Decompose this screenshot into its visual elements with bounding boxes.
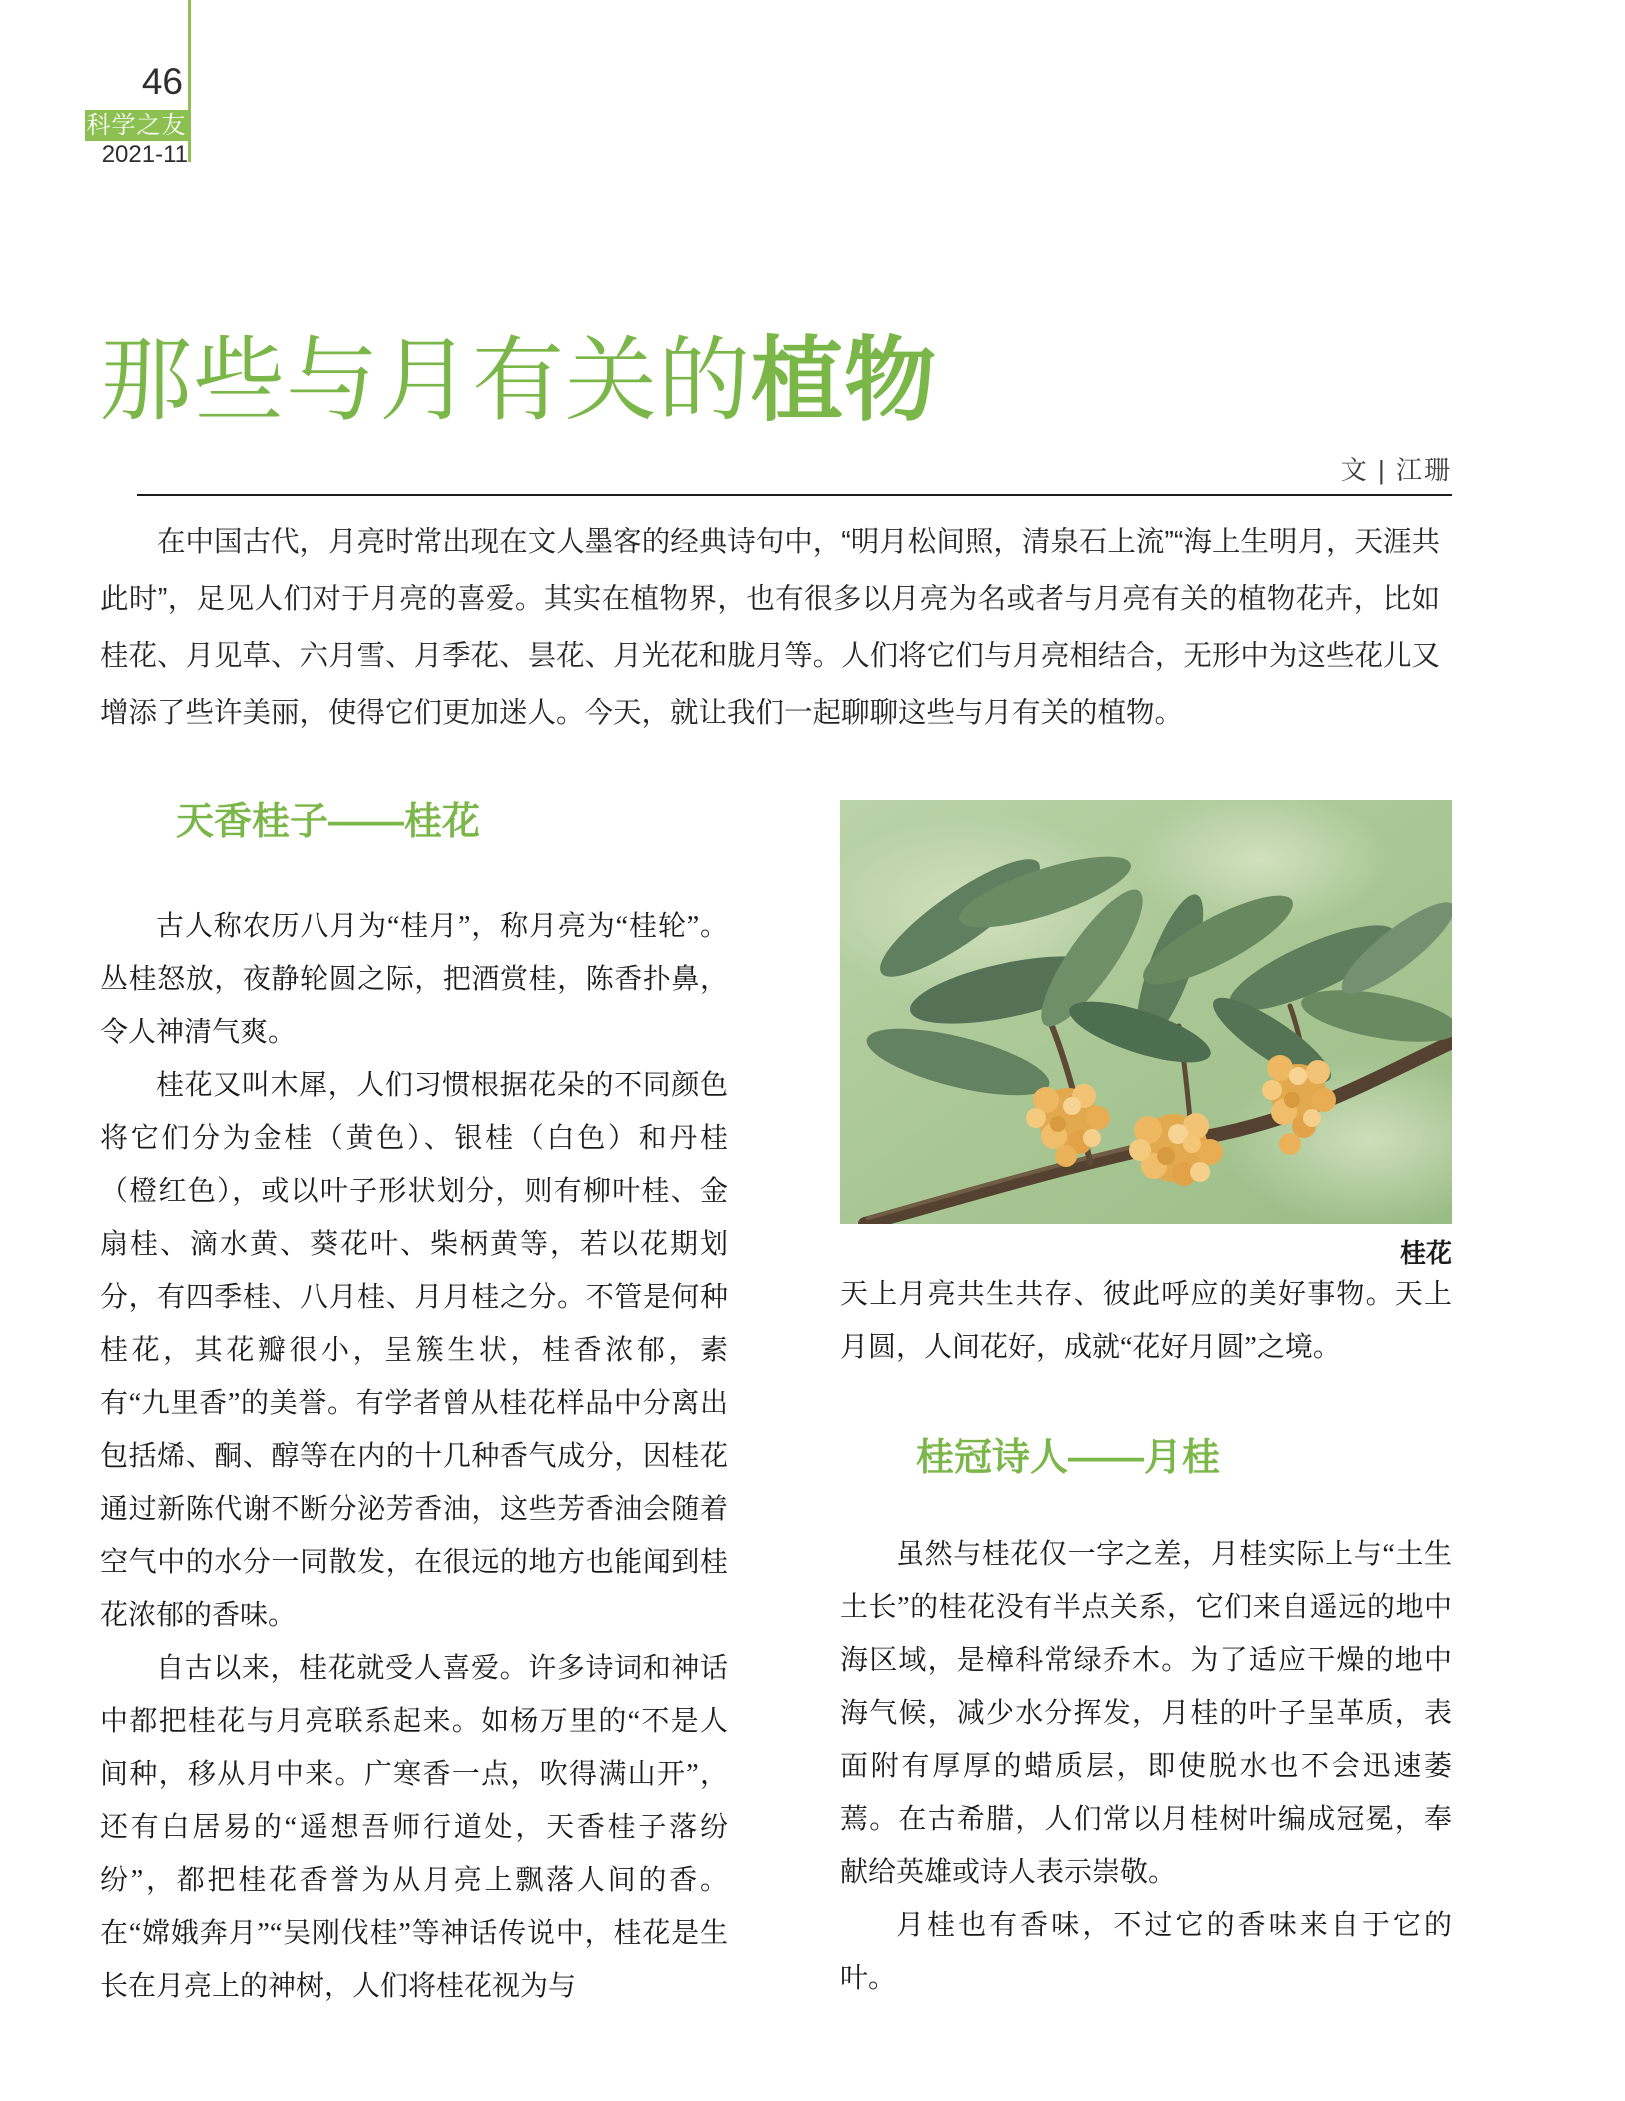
- page-number: 46: [141, 61, 183, 102]
- header-divider: [137, 494, 1452, 496]
- section-heading-laurel: 桂冠诗人——月桂: [916, 1437, 1221, 1479]
- osmanthus-body: [100, 900, 728, 2013]
- laurel-body: [840, 1528, 1452, 2005]
- right-column: [840, 800, 1452, 2005]
- article-title-bold: 植物: [751, 330, 938, 432]
- article-title: [100, 330, 938, 432]
- osmanthus-paragraph-1: 古人称农历八月为“桂月”，称月亮为“桂轮”。丛桂怒放，夜静轮圆之际，把酒赏桂，陈香扑鼻，令人神清气爽。: [100, 911, 728, 1048]
- masthead-rule: [188, 0, 191, 162]
- magazine-name-badge: 科学之友: [86, 112, 187, 139]
- laurel-paragraph-2: 月桂也有香味，不过它的香味来自于它的叶。: [840, 1910, 1452, 1994]
- intro-paragraph: 在中国古代，月亮时常出现在文人墨客的经典诗句中，“明月松间照，清泉石上流”“海上生明月，天涯共此时”，足见人们对于月亮的喜爱。其实在植物界，也有很多以月亮为名或者与月亮有关的植物花卉，比如桂花、月见草、六月雪、月季花、昙花、月光花和胧月等。人们将它们与月亮相结合，无形中为这些花儿又增添了些许美丽，使得它们更加迷人。今天，就让我们一起聊聊这些与月有关的植物。: [100, 526, 1440, 729]
- laurel-paragraph-1: 虽然与桂花仅一字之差，月桂实际上与“土生土长”的桂花没有半点关系，它们来自遥远的地中海区域，是樟科常绿乔木。为了适应干燥的地中海气候，减少水分挥发，月桂的叶子呈革质，表面附有厚厚的蜡质层，即使脱水也不会迅速萎蔫。在古希腊，人们常以月桂树叶编成冠冕，奉献给英雄或诗人表示崇敬。: [840, 1539, 1452, 1888]
- osmanthus-paragraph-3-continued: 天上月亮共生共存、彼此呼应的美好事物。天上月圆，人间花好，成就“花好月圆”之境。: [840, 1279, 1452, 1363]
- issue-date: 2021-11: [101, 141, 188, 168]
- section-heading-osmanthus: 天香桂子——桂花: [176, 801, 481, 843]
- photo-caption: 桂花: [1399, 1238, 1452, 1268]
- byline: 文 | 江珊: [1340, 455, 1452, 485]
- osmanthus-photo: [840, 800, 1452, 1224]
- osmanthus-paragraph-3: 自古以来，桂花就受人喜爱。许多诗词和神话中都把桂花与月亮联系起来。如杨万里的“不是人间种，移从月中来。广寒香一点，吹得满山开”，还有白居易的“遥想吾师行道处，天香桂子落纷纷”，都把桂花香誉为从月亮上飘落人间的香。在“嫦娥奔月”“吴刚伐桂”等神话传说中，桂花是生长在月亮上的神树，人们将桂花视为与: [100, 1653, 728, 2002]
- osmanthus-paragraph-2: 桂花又叫木犀，人们习惯根据花朵的不同颜色将它们分为金桂（黄色）、银桂（白色）和丹桂（橙红色），或以叶子形状划分，则有柳叶桂、金扇桂、滴水黄、葵花叶、柴柄黄等，若以花期划分，有四季桂、八月桂、月月桂之分。不管是何种桂花，其花瓣很小，呈簇生状，桂香浓郁，素有“九里香”的美誉。有学者曾从桂花样品中分离出包括烯、酮、醇等在内的十几种香气成分，因桂花通过新陈代谢不断分泌芳香油，这些芳香油会随着空气中的水分一同散发，在很远的地方也能闻到桂花浓郁的香味。: [100, 1070, 728, 1631]
- left-column: [100, 800, 728, 2013]
- osmanthus-photo-illustration: [840, 800, 1452, 1224]
- article-title-regular: 那些与月有关的: [100, 330, 752, 432]
